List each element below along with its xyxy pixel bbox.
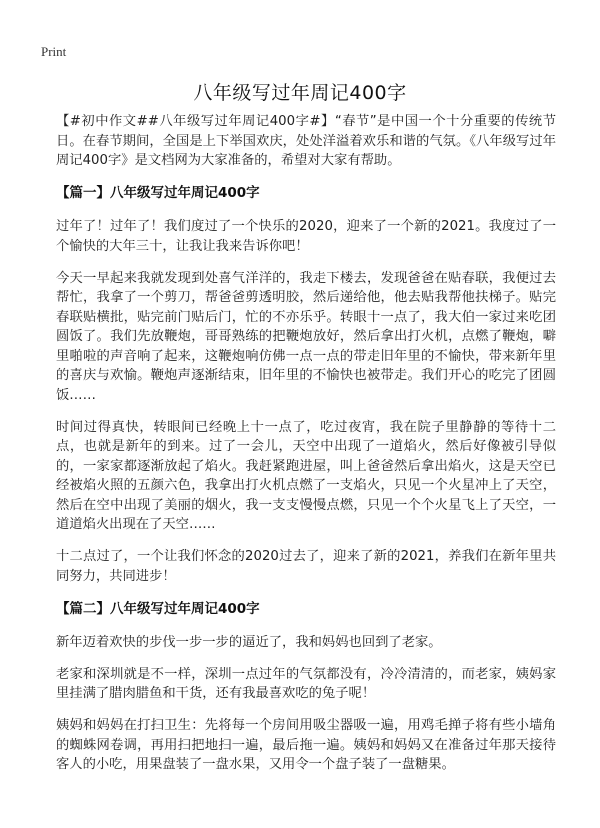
article-body — [56, 112, 556, 787]
paragraph: 老家和深圳就是不一样，深圳一点过年的气氛都没有，冷冷清清的，而老家，姨妈家里挂满了腊肉腊鱼和干货，还有我最喜欢吃的兔子呢！ — [56, 666, 556, 701]
paragraph: 新年迈着欢快的步伐一步一步的逼近了，我和妈妈也回到了老家。 — [56, 634, 442, 650]
section-heading-2: 【篇二】八年级写过年周记400字 — [56, 600, 260, 617]
page-title: 八年级写过年周记400字 — [193, 82, 407, 104]
paragraph: 过年了！过年了！我们度过了一个快乐的2020，迎来了一个新的2021。我度过了一个愉快的大年三十，让我让我来告诉你吧！ — [56, 219, 556, 254]
paragraph: 十二点过了，一个让我们怀念的2020过去了，迎来了新的2021，养我们在新年里共同努力，共同进步！ — [56, 549, 556, 584]
intro-paragraph: 【#初中作文##八年级写过年周记400字#】“春节”是中国一个十分重要的传统节日。在春节期间，全国是上下举国欢庆，处处洋溢着欢乐和谐的气氛。《八年级写过年周记400字》是文档网为大家准备的，希望对大家有帮助。 — [56, 114, 556, 168]
print-link[interactable]: Print — [41, 44, 67, 59]
paragraph: 姨妈和妈妈在打扫卫生：先将每一个房间用吸尘器吸一遍，用鸡毛掸子将有些小墙角的蜘蛛网卷调，再用扫把地扫一遍，最后拖一遍。姨妈和妈妈又在准备过年那天接待客人的小吃，用果盘装了一盘水果，又用令一个盘子装了一盘糖果。 — [56, 718, 556, 772]
paragraph: 时间过得真快，转眼间已经晚上十一点了，吃过夜宵，我在院子里静静的等待十二点，也就是新年的到来。过了一会儿，天空中出现了一道焰火，然后好像被引导似的，一家家都逐渐放起了焰火。我赶紧跑进屋，叫上爸爸然后拿出焰火，这是天空已经被焰火照的五颜六色，我拿出打火机点燃了一支焰火，只见一个火星冲上了天空，然后在空中出现了美丽的烟火，我一支支慢慢点燃，只见一个个火星飞上了天空，一道道焰火出现在了天空…… — [56, 419, 556, 532]
paragraph: 今天一早起来我就发现到处喜气洋洋的，我走下楼去，发现爸爸在贴春联，我便过去帮忙，我拿了一个剪刀，帮爸爸剪透明胶，然后递给他，他去贴我帮他扶梯子。贴完春联贴横批，贴完前门贴后门，忙的不亦乐乎。转眼十一点了，我大伯一家过来吃团圆饭了。我们先放鞭炮，哥哥熟练的把鞭炮放好，然后拿出打火机，点燃了鞭炮，噼里啪啦的声音响了起来，这鞭炮响仿佛一点一点的带走旧年里的不愉快，带来新年里的喜庆与欢愉。鞭炮声逐渐结束，旧年里的不愉快也被带走。我们开心的吃完了团圆饭…… — [56, 270, 556, 403]
section-heading-1: 【篇一】八年级写过年周记400字 — [56, 185, 260, 201]
